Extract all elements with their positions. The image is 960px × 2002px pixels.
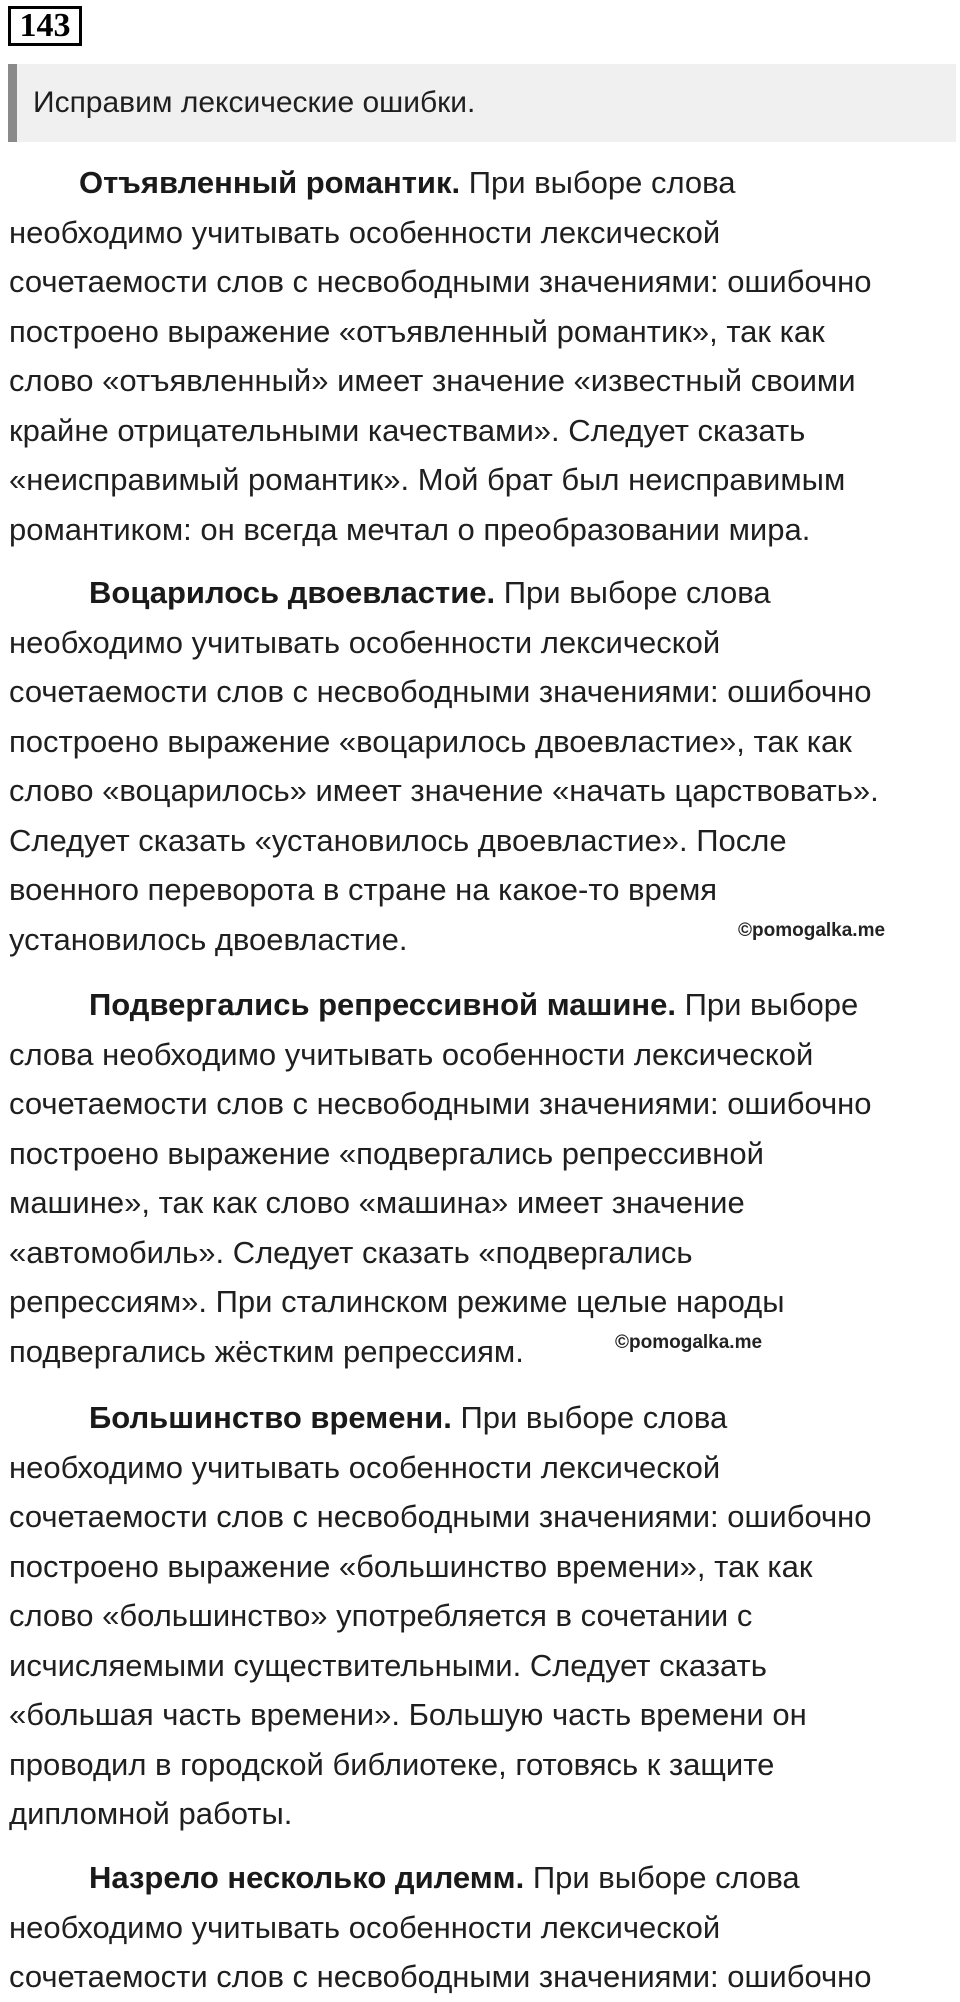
paragraph-line: сочетаемости слов с несвободными значениями: ошибочно bbox=[9, 1086, 872, 1121]
paragraph-line: построено выражение «отъявленный романтик», так как bbox=[9, 313, 825, 349]
paragraph-line: слово «воцарилось» имеет значение «начать царствовать». bbox=[9, 773, 879, 808]
paragraph-line: сочетаемости слов с несвободными значениями: ошибочно bbox=[9, 1499, 872, 1534]
paragraph-line bbox=[9, 980, 954, 1030]
paragraph-line: «автомобиль». Следует сказать «подвергались bbox=[9, 1234, 693, 1270]
paragraph-line: романтиком: он всегда мечтал о преобразовании мира. bbox=[9, 511, 811, 547]
paragraph-2 bbox=[9, 568, 954, 964]
paragraph-3 bbox=[9, 980, 954, 1376]
paragraph-line: дипломной работы. bbox=[9, 1796, 293, 1831]
paragraph-4 bbox=[9, 1393, 954, 1839]
paragraph-line: слова необходимо учитывать особенности лексической bbox=[9, 1036, 814, 1072]
paragraph-1 bbox=[9, 158, 954, 554]
paragraph-line: необходимо учитывать особенности лексической bbox=[9, 1449, 721, 1485]
paragraph-heading: Назрело несколько дилемм. bbox=[89, 1860, 525, 1895]
paragraph-line: слово «отъявленный» имеет значение «известный своими bbox=[9, 363, 856, 398]
paragraph-heading: Подвергались репрессивной машине. bbox=[89, 987, 676, 1022]
paragraph-line: необходимо учитывать особенности лексической bbox=[9, 214, 721, 250]
paragraph-line: необходимо учитывать особенности лексической bbox=[9, 624, 721, 660]
header-bar bbox=[8, 64, 956, 142]
paragraph-heading: Большинство времени. bbox=[89, 1400, 452, 1435]
paragraph-line: необходимо учитывать особенности лексической bbox=[9, 1909, 721, 1945]
paragraph-line: построено выражение «подвергались репрессивной bbox=[9, 1135, 764, 1171]
paragraph-line: репрессиям». При сталинском режиме целые народы bbox=[9, 1284, 785, 1319]
paragraph-line: сочетаемости слов с несвободными значениями: ошибочно bbox=[9, 264, 872, 299]
paragraph-line: сочетаемости слов с несвободными значениями: ошибочно bbox=[9, 1959, 872, 1994]
paragraph-line: подвергались жёстким репрессиям. bbox=[9, 1333, 524, 1369]
paragraph-heading: Воцарилось двоевластие. bbox=[89, 575, 496, 610]
paragraph-line: построено выражение «большинство времени», так как bbox=[9, 1548, 813, 1584]
paragraph-line: машине», так как слово «машина» имеет значение bbox=[9, 1185, 745, 1220]
paragraph-line: проводил в городской библиотеке, готовясь к защите bbox=[9, 1746, 775, 1782]
paragraph-line: слово «большинство» употребляется в сочетании с bbox=[9, 1598, 753, 1633]
paragraph-text: При выборе слова bbox=[495, 575, 771, 610]
paragraph-text: При выборе слова bbox=[451, 1400, 728, 1435]
paragraph-5 bbox=[9, 1853, 954, 2002]
paragraph-line: исчисляемыми существительными. Следует сказать bbox=[9, 1647, 767, 1683]
paragraph-line: военного переворота в стране на какое-то время bbox=[9, 872, 718, 907]
watermark: ©pomogalka.me bbox=[615, 1332, 763, 1353]
header-title: Исправим лексические ошибки. bbox=[33, 86, 476, 119]
paragraph-line: Следует сказать «установилось двоевластие». После bbox=[9, 822, 787, 858]
paragraph-line bbox=[9, 1853, 954, 1903]
paragraph-line: крайне отрицательными качествами». Следует сказать bbox=[9, 412, 806, 448]
paragraph-line bbox=[9, 158, 954, 208]
paragraph-line: «неисправимый романтик». Мой брат был неисправимым bbox=[9, 462, 846, 497]
paragraph-text: При выборе слова bbox=[524, 1860, 800, 1895]
paragraph-line bbox=[9, 568, 954, 618]
paragraph-line: сочетаемости слов с несвободными значениями: ошибочно bbox=[9, 674, 872, 709]
task-number: 143 bbox=[8, 6, 82, 46]
paragraph-line: «большая часть времени». Большую часть времени он bbox=[9, 1697, 807, 1732]
paragraph-line: установилось двоевластие. bbox=[9, 921, 408, 957]
paragraph-line: построено выражение «воцарилось двоевластие», так как bbox=[9, 723, 852, 759]
paragraph-text: При выборе слова bbox=[460, 165, 736, 200]
watermark: ©pomogalka.me bbox=[738, 920, 886, 941]
paragraph-text: При выборе bbox=[675, 987, 859, 1022]
paragraph-heading: Отъявленный романтик. bbox=[79, 165, 461, 200]
paragraph-line bbox=[9, 1393, 954, 1443]
